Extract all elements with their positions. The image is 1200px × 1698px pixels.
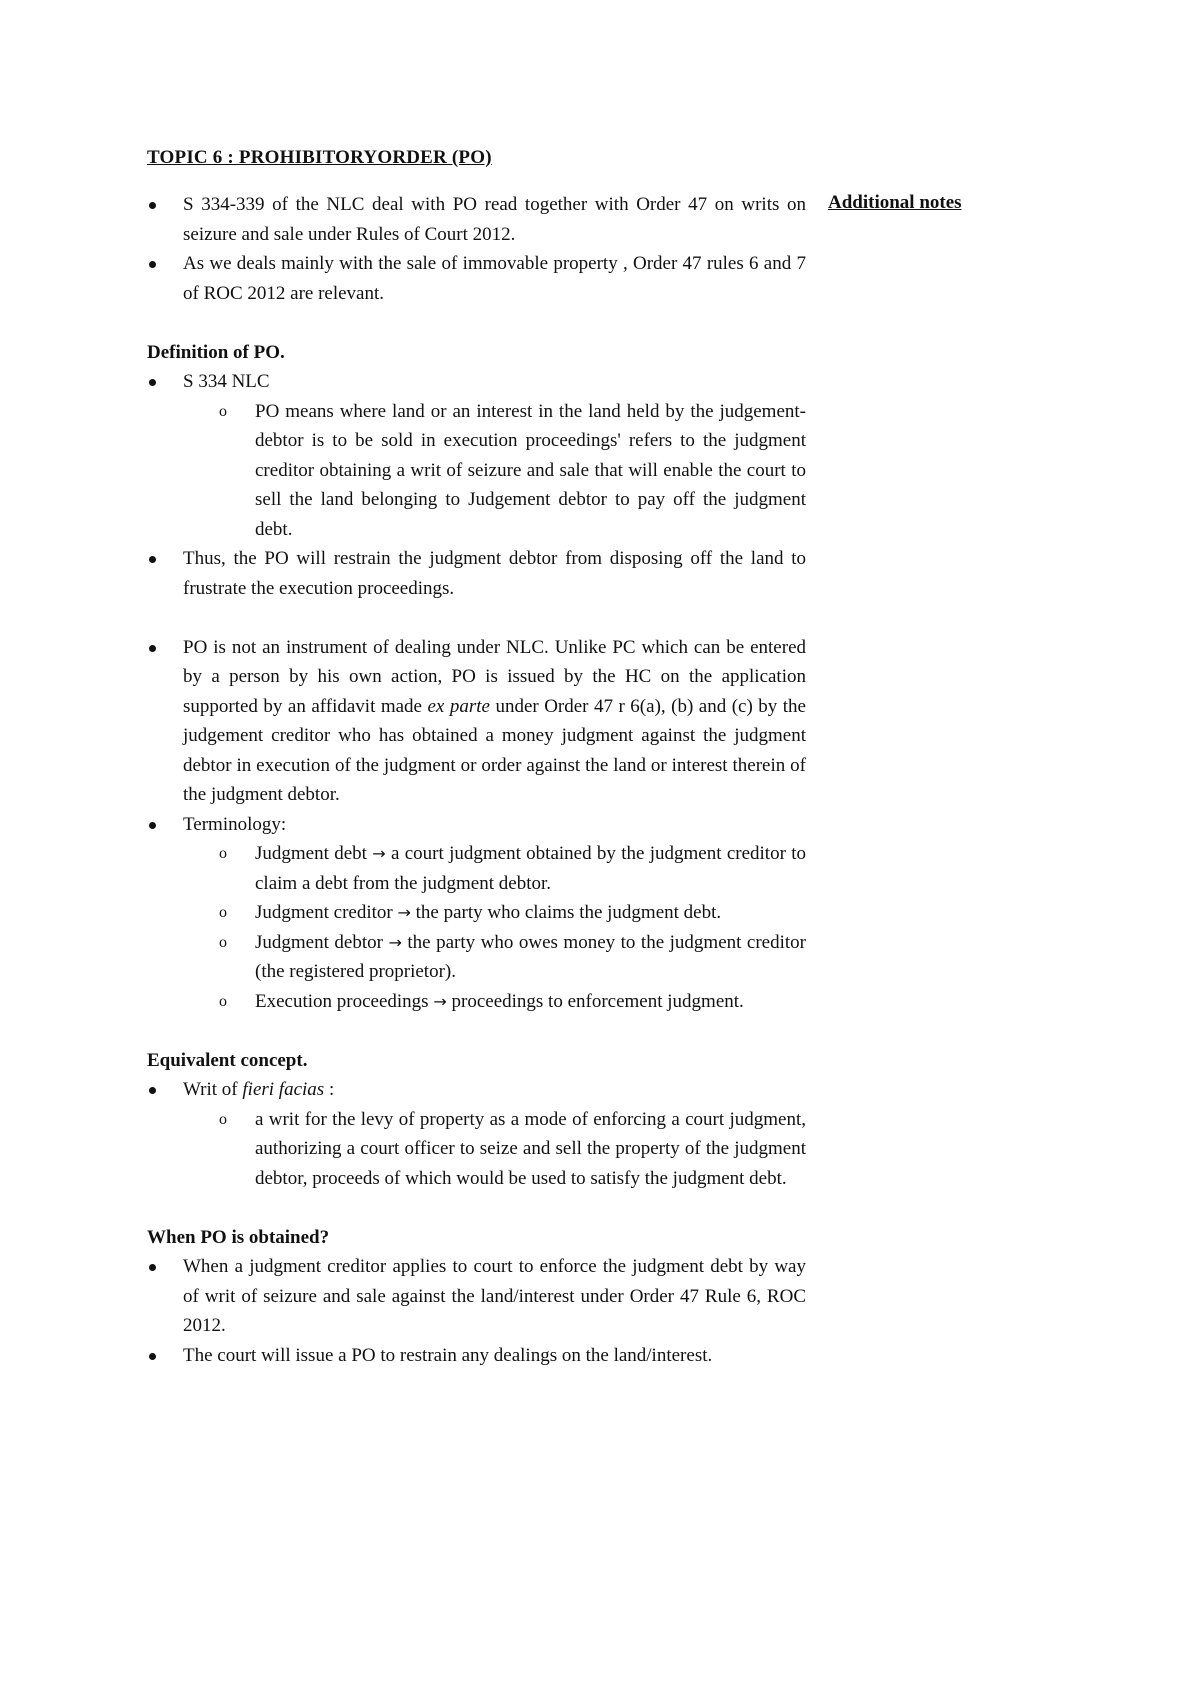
- instrument-text-2: under Order 47 r 6(a), (b) and (c) by the judgement creditor who has obtained a money judgment against the judgment debtor in execution of the judgment or order against the land or interest therein of the judgment debtor.: [183, 695, 806, 805]
- instrument-italic: ex parte: [427, 695, 490, 717]
- term-item: [183, 928, 806, 987]
- arrow-icon: →: [397, 903, 411, 922]
- additional-notes-heading: Additional notes: [828, 192, 962, 213]
- when-heading: When PO is obtained?: [147, 1226, 330, 1248]
- list-item: [147, 810, 806, 1017]
- terminology-sublist: [183, 839, 806, 1016]
- list-item: The court will issue a PO to restrain any dealings on the land/interest.: [147, 1341, 806, 1371]
- equivalent-heading: Equivalent concept.: [147, 1049, 308, 1071]
- term-definition: the party who owes money to the judgment creditor (the registered proprietor).: [255, 931, 807, 982]
- term-definition: a court judgment obtained by the judgment creditor to claim a debt from the judgment debtor.: [255, 843, 807, 894]
- list-item: When a judgment creditor applies to court to enforce the judgment debt by way of writ of seizure and sale against the land/interest under Order 47 Rule 6, ROC 2012.: [147, 1252, 806, 1341]
- equivalent-list: [147, 1075, 806, 1193]
- list-item: [147, 633, 806, 810]
- term: Execution proceedings: [255, 990, 429, 1012]
- instrument-list: [147, 633, 806, 1017]
- when-list: [147, 1252, 806, 1370]
- sub-list-item: o PO means where land or an interest in the land held by the judgement-debtor is to be sold in execution proceedings' refers to the judgment creditor obtaining a writ of seizure and sale that will enable the court to sell the land belonging to Judgement debtor to pay off the judgment debt.: [183, 397, 806, 545]
- arrow-icon: →: [372, 844, 386, 863]
- s334-sublist: [183, 397, 806, 545]
- definition-list: [147, 367, 806, 603]
- arrow-icon: →: [433, 991, 447, 1011]
- term-definition: proceedings to enforcement judgment.: [451, 990, 744, 1012]
- term: Judgment creditor: [255, 902, 393, 923]
- term-item: [183, 898, 806, 928]
- list-item: S 334-339 of the NLC deal with PO read together with Order 47 on writs on seizure and sale under Rules of Court 2012.: [147, 190, 806, 249]
- list-item: [147, 1075, 806, 1193]
- term-definition: the party who claims the judgment debt.: [415, 902, 722, 923]
- list-item: Thus, the PO will restrain the judgment debtor from disposing off the land to frustrate the execution proceedings.: [147, 544, 806, 603]
- term-item: [183, 987, 806, 1017]
- arrow-icon: →: [388, 932, 402, 952]
- list-item: [147, 367, 806, 544]
- sub-list-item: o a writ for the levy of property as a mode of enforcing a court judgment, authorizing a court officer to seize and sell the property of the judgment debtor, proceeds of which would be used to satisfy the judgment debt.: [183, 1105, 806, 1194]
- instrument-text-1: PO is not an instrument of dealing under NLC. Unlike PC which can be entered by a person by his own action, PO is issued by the HC on the application supported by an affidavit made: [183, 636, 806, 717]
- main-content: [147, 190, 806, 1370]
- s334-label: S 334 NLC: [183, 371, 270, 392]
- writ-sublist: [183, 1105, 806, 1194]
- definition-heading: Definition of PO.: [147, 341, 285, 363]
- term: Judgment debt: [255, 843, 367, 864]
- list-item: As we deals mainly with the sale of immovable property , Order 47 rules 6 and 7 of ROC 2012 are relevant.: [147, 249, 806, 308]
- terminology-label: Terminology:: [183, 813, 287, 835]
- writ-prefix: Writ of: [183, 1079, 243, 1100]
- intro-list: [147, 190, 806, 308]
- document-title: TOPIC 6 : PROHIBITORYORDER (PO): [147, 147, 492, 168]
- writ-italic: fieri facias: [242, 1079, 325, 1100]
- writ-suffix: :: [324, 1079, 335, 1100]
- term: Judgment debtor: [255, 931, 383, 953]
- term-item: [183, 839, 806, 898]
